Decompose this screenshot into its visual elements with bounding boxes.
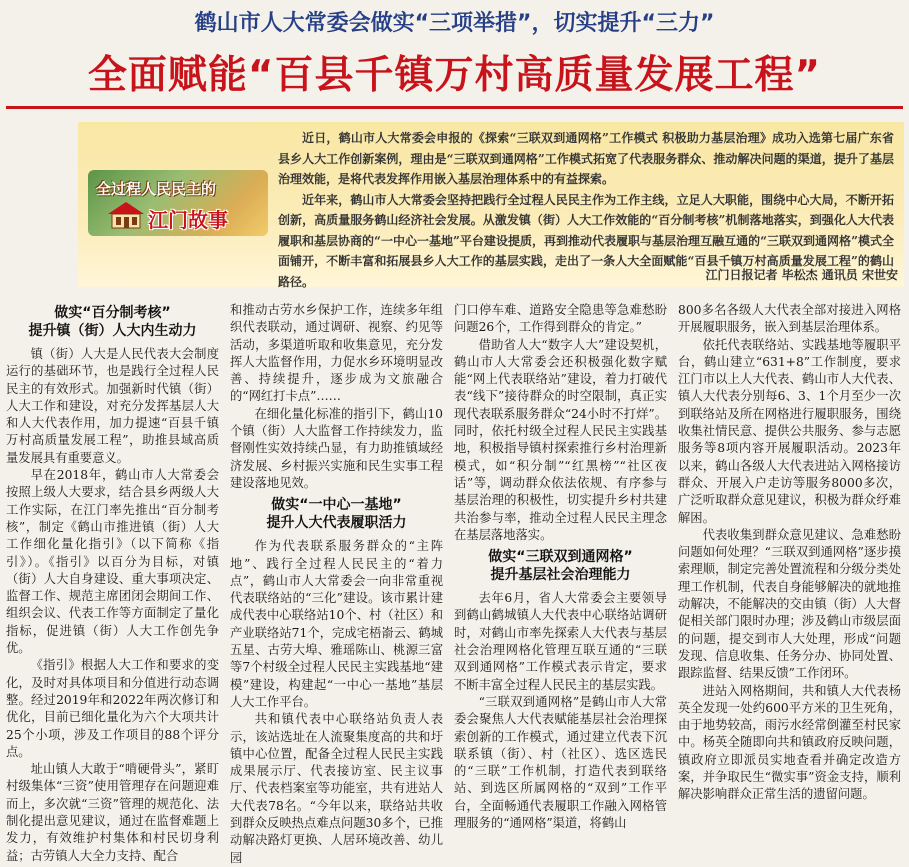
badge-subtitle: 江门故事 [148,208,228,232]
section-heading: 做实“百分制考核” 提升镇（街）人大内生动力 [28,305,197,339]
paragraph: 镇（街）人大是人民代表大会制度运行的基础环节，也是践行全过程人民民主的有效形式。加强新时代镇（街）人大工作和建设，对充分发挥基层人大和人大代表作用，加力提速“百县千镇万村高质量发展工程”，助推县域高质量发展具有重要意义。 [6,347,219,465]
paragraph: 《指引》根据人大工作和要求的变化，及时对具体项目和分值进行动态调整。经过2019年和2022年两次修订和优化，目前已细化量化为六个大项共计25个小项，涉及工作项目的88个评分点。 [6,658,219,759]
lead-paragraph: 近日，鹤山市人大常委会申报的《探索“三联双到通网格”工作模式 积极助力基层治理》成功入选第七届广东省县乡人大工作创新案例，理由是“三联双到通网格”工作模式拓宽了代表服务群众、推动解决问题的渠道，提升了基层治理效能，是将代表发挥作用嵌入基层治理体系中的有益探索。 [278,131,894,186]
paragraph: 在细化量化标准的指引下，鹤山10个镇（街）人大监督工作持续发力，监督刚性实效持续凸显，有力助推镇域经济发展、乡村振兴实施和民生实事工程建设落地见效。 [230,406,443,490]
headline: 全面赋能“百县千镇万村高质量发展工程” [87,53,822,98]
column-badge [88,170,268,236]
paragraph: 门口停车难、道路安全隐患等急难愁盼问题26个，工作得到群众的肯定。” [454,303,667,335]
paragraph: 代表收集到群众意见建议、急难愁盼问题如何处理？“三联双到通网格”逐步摸索理顺，制定完善处置流程和分级分类处理工作机制，代表自身能够解决的就地推动解决，不能解决的交由镇（街）人大督促相关部门限时办理；涉及鹤山市级层面的问题，提交到市人大处理，形成“问题发现、信息收集、任务分办、协同处置、跟踪监督、结果反馈”工作闭环。 [678,527,901,681]
kicker: 鹤山市人大常委会做实“三项举措”，切实提升“三力” [194,11,715,36]
building-icon [106,200,146,230]
badge-title: 全过程人民民主的 [96,180,217,198]
paragraph: 早在2018年，鹤山市人大常委会按照上级人大要求，结合县乡两级人大工作实际，在江门率先推出“百分制考核”，制定《鹤山市推进镇（街）人大工作细化量化指引》（以下简称《指引》）。《指引》以百分为目标，对镇（街）人大自身建设、重大事项决定、监督工作、规范主席团闭会期间工作、组织会议、代表工作等方面制定了量化指标，促进镇（街）人大工作创先争优。 [6,468,219,656]
lead-paragraph: 近年来，鹤山市人大常委会坚持把践行全过程人民民主作为工作主线，立足人大职能，围绕中心大局，不断开拓创新，高质量服务鹤山经济社会发展。从激发镇（街）人大工作效能的“百分制考核”机制落地落实，到强化人大代表履职和基层协商的“一中心一基地”平台建设提质，再到推动代表履职与基层治理互融互通的“三联双到通网格”模式全面铺开，不断丰富和拓展县乡人大工作的基层实践，走出了一条人大全面赋能“百县千镇万村高质量发展工程”的鹤山路径。 [278,192,894,289]
section-heading: 做实“一中心一基地” 提升人大代表履职活力 [266,497,407,532]
paragraph: 依托代表联络站、实践基地等履职平台，鹤山建立“631+8”工作制度，要求江门市以上人大代表、鹤山市人大代表、镇人大代表分别每6、3、1个月至少一次到联络站及所在网格进行履职服务，围绕收集社情民意、提供公共服务、参与志愿服务等8项内容开展履职活动。2023年以来，鹤山各级人大代表进站入网格接访群众、开展入户走访等服务8000多次，广泛听取群众意见建议，积极为群众纾难解困。 [678,337,901,525]
article-column-2 [230,302,443,867]
section-heading: 做实“三联双到通网格” 提升基层社会治理能力 [488,549,633,584]
article-column-4 [678,302,901,804]
byline: 江门日报记者 毕松杰 通讯员 宋世安 [705,268,898,282]
paragraph: 和推动古劳水乡保护工作，连续多年组织代表联动，通过调研、视察、约见等活动，多渠道听取和收集意见，充分发挥人大监督作用，力促水乡环境明显改善、持续提升，逐步成为文旅融合的“网红打卡点”…… [230,303,443,404]
paragraph: 借助省人大“数字人大”建设契机，鹤山市人大常委会还积极强化数字赋能“网上代表联络站”建设，着力打破代表“线下”接待群众的时空限制，真正实现代表联系服务群众“24小时不打烊”。同时，依托村级全过程人民民主实践基地，积极指导镇村探索推行乡村治理新模式，如“积分制”“红黑榜”“社区夜话”等，调动群众依法依规、有序参与基层治理的积极性，切实提升乡村共建共治参与率，推动全过程人民民主理念在基层落地落实。 [454,337,667,542]
article-column-3 [454,302,667,832]
paragraph: 址山镇人大敢于“啃硬骨头”，紧盯村级集体“三资”使用管理存在问题迎难而上，多次就“三资”管理的规范化、法制化提出意见建议，通过在监督难题上发力，有效维护村集体和村民切身利益；古劳镇人大全力支持、配合 [6,762,219,863]
divider [6,106,903,109]
paragraph: 进站入网格期间，共和镇人大代表杨英全发现一处约600平方米的卫生死角，由于地势较高，雨污水经常倒灌至村民家中。杨英全随即向共和镇政府反映问题，镇政府立即派员实地查看并确定改造方案，并争取民生“微实事”资金支持，顺利解决影响群众正常生活的遗留问题。 [678,683,901,802]
article-column-1 [6,300,219,865]
paragraph: “三联双到通网格”是鹤山市人大常委会聚焦人大代表赋能基层社会治理探索创新的工作模式，通过建立代表下沉联系镇（街）、村（社区）、选区选民的“三联”工作机制，打造代表到联络站、到选区所属网格的“双到”工作平台，全面畅通代表履职工作融入网格管理服务的“通网格”渠道，将鹤山 [454,694,667,831]
paragraph: 800多名各级人大代表全部对接进入网格开展履职服务，嵌入到基层治理体系。 [678,303,901,335]
paragraph: 作为代表联系服务群众的“主阵地”、践行全过程人民民主的“着力点”，鹤山市人大常委会一向非常重视代表联络站的“三化”建设。该市累计建成代表中心联络站10个、村（社区）和产业联络站71个，完成宅梧嵛云、鹤城五星、古劳大埠、雅瑶陈山、桃源三富等7个村级全过程人民民主实践基地“建模”建设，构建起“一中心一基地”基层人大工作平台。 [230,539,443,709]
paragraph: 去年6月，省人大常委会主要领导到鹤山鹤城镇人大代表中心联络站调研时，对鹤山市率先探索人大代表与基层社会治理网格化管理互联互通的“三联双到通网格”工作模式表示肯定，要求不断丰富全过程人民民主的基层实践。 [454,591,667,692]
paragraph: 共和镇代表中心联络站负责人表示，该站选址在人流聚集度高的共和圩镇中心位置，配备全过程人民民主实践成果展示厅、代表接访室、民主议事厅、代表档案室等功能室，共有进站人大代表78名。“今年以来，联络站共收到群众反映热点难点问题30多个，已推动解决路灯更换、人居环境改善、幼儿园 [230,712,443,865]
